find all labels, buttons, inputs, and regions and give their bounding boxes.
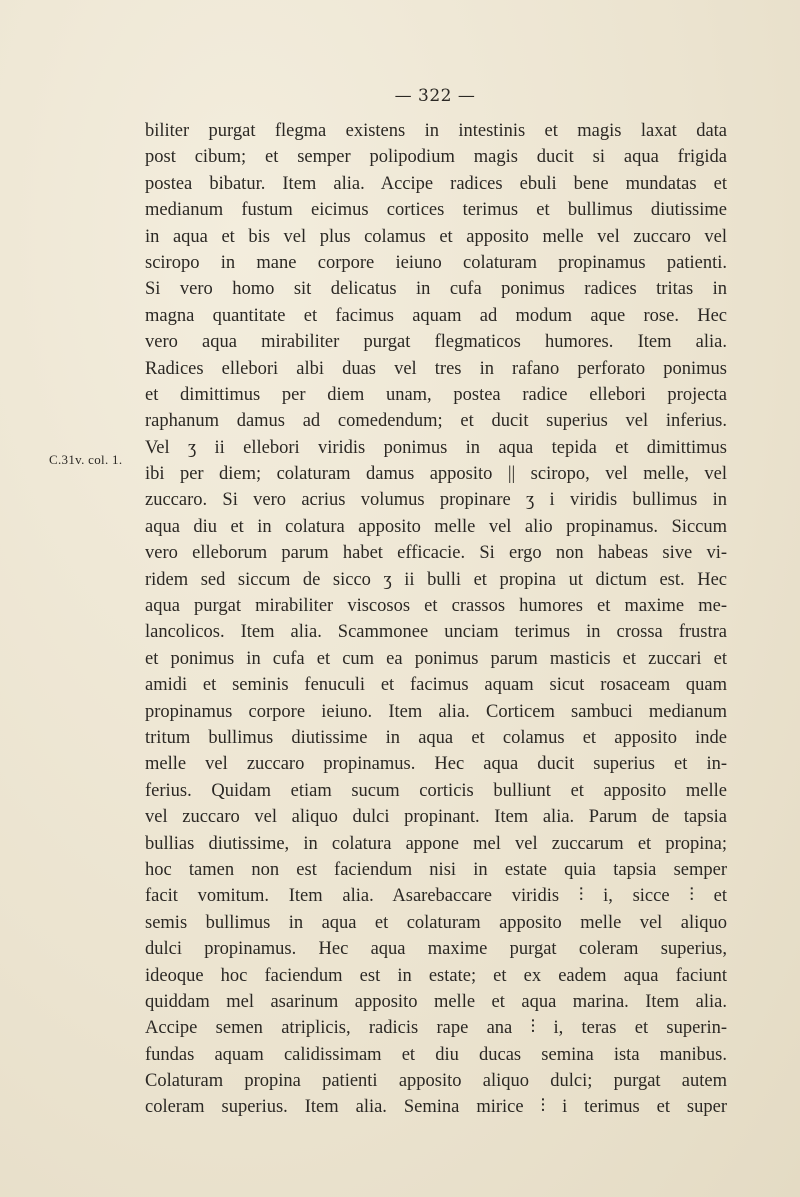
text-line: vero aqua mirabiliter purgat flegmaticos humores. Item alia. [145,332,727,353]
text-line: lancolicos. Item alia. Scammonee unciam terimus in crossa frustra [145,622,727,643]
margin-note: C.31v. col. 1. [49,452,123,467]
text-line: biliter purgat flegma existens in intestinis et magis laxat data [145,121,727,141]
text-line: tritum bullimus diutissime in aqua et colamus et apposito inde [145,727,727,748]
text-line: vel zuccaro vel aliquo dulci propinant. Item alia. Parum de tapsia [145,807,727,828]
text-line: in aqua et bis vel plus colamus et apposito melle vel zuccaro vel [145,226,727,247]
text-line: ferius. Quidam etiam sucum corticis bulliunt et apposito melle [145,780,727,801]
text-line: facit vomitum. Item alia. Asarebaccare viridis ⫶ i, sicce ⫶ et [145,886,727,907]
text-line: medianum fustum eicimus cortices terimus et bullimus diutissime [145,200,727,221]
text-line: hoc tamen non est faciendum nisi in estate quia tapsia semper [145,859,727,880]
text-line: fundas aquam calidissimam et diu ducas semina ista manibus. [145,1044,727,1065]
text-line: semis bullimus in aqua et colaturam apposito melle vel aliquo [145,912,727,933]
text-line: melle vel zuccaro propinamus. Hec aqua ducit superius et in- [145,754,727,775]
text-line: magna quantitate et facimus aquam ad modum aque rose. Hec [145,305,727,326]
text-line: raphanum damus ad comedendum; et ducit superius vel inferius. [145,411,727,432]
text-line: ridem sed siccum de sicco ʒ ii bulli et propina ut dictum est. Hec [145,569,727,590]
text-line: ibi per diem; colaturam damus apposito || sciropo, vel melle, vel [145,464,727,485]
text-line: aqua purgat mirabiliter viscosos et crassos humores et maxime me- [145,596,727,617]
text-line: propinamus corpore ieiuno. Item alia. Corticem sambuci medianum [145,701,727,722]
page-number: — 322 — [394,86,476,106]
text-line: vero elleborum parum habet efficacie. Si ergo non habeas sive vi- [145,543,727,564]
text-line: et ponimus in cufa et cum ea ponimus parum masticis et zuccari et [145,648,727,669]
text-line: amidi et seminis fenuculi et facimus aquam sicut rosaceam quam [145,675,727,696]
text-line: quiddam mel asarinum apposito melle et aqua marina. Item alia. [145,991,727,1012]
text-line: Accipe semen atriplicis, radicis rape ana ⫶ i, teras et superin- [145,1018,727,1039]
text-line: zuccaro. Si vero acrius volumus propinare ʒ i viridis bullimus in [145,490,727,511]
text-line: Si vero homo sit delicatus in cufa ponimus radices tritas in [145,279,727,300]
text-line: aqua diu et in colatura apposito melle vel alio propinamus. Siccum [145,516,727,537]
text-line: Vel ʒ ii ellebori viridis ponimus in aqua tepida et dimittimus [145,437,727,458]
text-line: postea bibatur. Item alia. Accipe radices ebuli bene mundatas et [145,173,727,194]
text-line: et dimittimus per diem unam, postea radice ellebori projecta [145,384,727,405]
text-line: Colaturam propina patienti apposito aliquo dulci; purgat autem [145,1071,727,1092]
text-line: sciropo in mane corpore ieiuno colaturam propinamus patienti. [145,252,727,273]
text-line: dulci propinamus. Hec aqua maxime purgat coleram superius, [145,939,727,960]
text-line: coleram superius. Item alia. Semina mirice ⫶ i terimus et super [145,1097,727,1118]
text-line: post cibum; et semper polipodium magis ducit si aqua frigida [145,147,727,168]
text-line: ideoque hoc faciendum est in estate; et ex eadem aqua faciunt [145,965,727,986]
text-line: Radices ellebori albi duas vel tres in rafano perforato ponimus [145,358,727,379]
body-text [145,118,727,1121]
text-line: bullias diutissime, in colatura appone mel vel zuccarum et propina; [145,833,727,854]
